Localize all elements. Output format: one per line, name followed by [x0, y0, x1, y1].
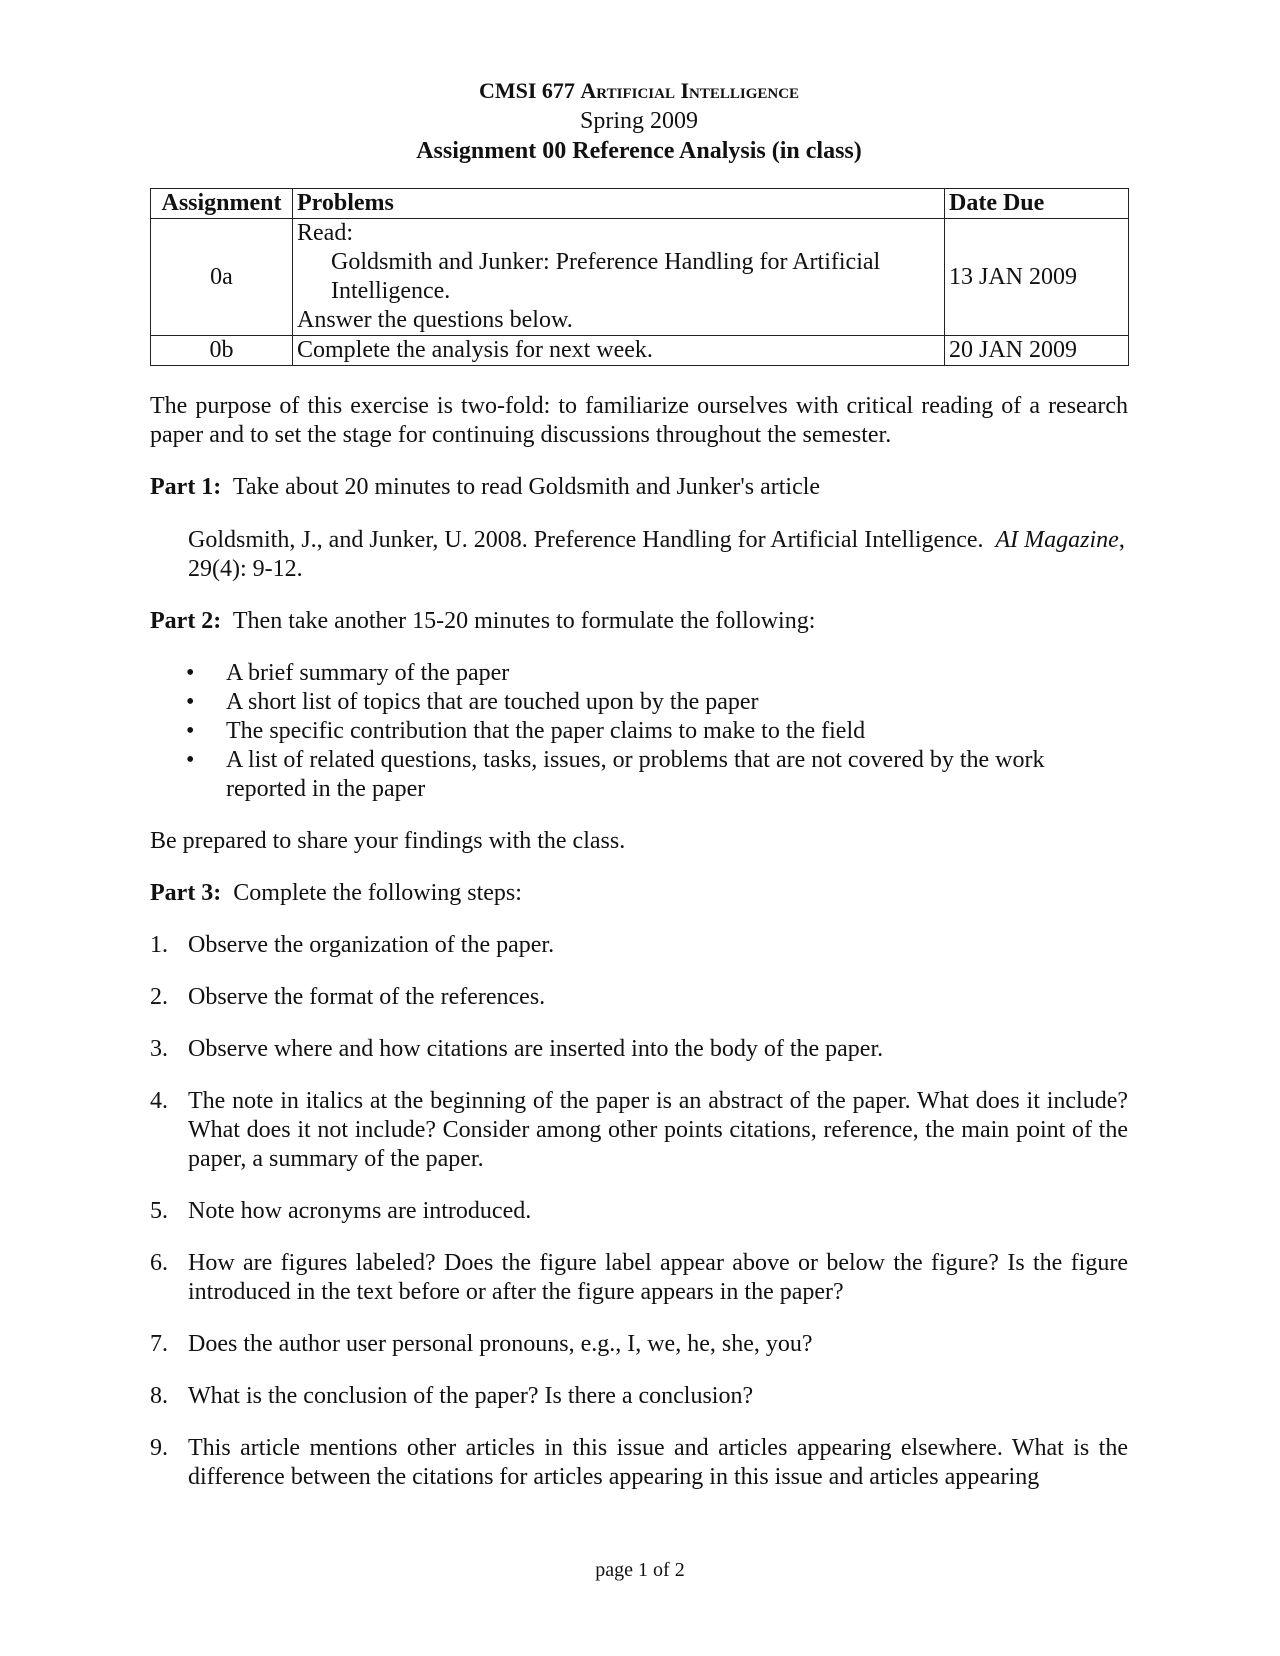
document-header	[150, 76, 1128, 166]
problems-cell: Complete the analysis for next week.	[293, 336, 945, 366]
step-number: 1.	[150, 932, 168, 958]
bullet-icon: •	[186, 660, 195, 686]
assignment-id: 0a	[151, 219, 293, 336]
step-text: The note in italics at the beginning of the paper is an abstract of the paper. What does it include? What does it not include? Consider among other points citations, reference, the main point of the paper, a summary of the paper.	[188, 1088, 1128, 1172]
citation-main: Goldsmith, J., and Junker, U. 2008. Preference Handling for Artificial Intelligence.	[188, 527, 984, 553]
course-title	[150, 76, 1128, 106]
problems-line: Answer the questions below.	[297, 307, 573, 333]
step-text: How are figures labeled? Does the figure label appear above or below the figure? Is the figure introduced in the text before or after the figure appears in the paper?	[188, 1250, 1128, 1305]
table-header-row	[151, 189, 1129, 219]
problems-line: Read:	[297, 220, 353, 246]
date-due: 20 JAN 2009	[945, 336, 1129, 366]
step-number: 2.	[150, 984, 168, 1010]
part2-text: Then take another 15-20 minutes to formulate the following:	[232, 608, 816, 634]
problems-line: Goldsmith and Junker: Preference Handling for Artificial	[331, 249, 881, 275]
citation-tail: , 29(4): 9-12.	[188, 527, 1125, 582]
closing-paragraph: Be prepared to share your findings with the class.	[150, 828, 626, 854]
step-text: Note how acronyms are introduced.	[188, 1198, 532, 1224]
list-item-text: A brief summary of the paper	[226, 660, 510, 686]
part2-paragraph	[150, 607, 1128, 636]
list-item	[150, 659, 1128, 688]
step-item	[150, 1330, 1128, 1359]
step-text: Observe the format of the references.	[188, 984, 546, 1010]
step-number: 4.	[150, 1088, 168, 1114]
part3-text: Complete the following steps:	[233, 880, 522, 906]
header-problems: Problems	[293, 189, 945, 219]
step-item	[150, 1087, 1128, 1174]
summary-bullet-list	[150, 659, 1128, 804]
date-due: 13 JAN 2009	[945, 219, 1129, 336]
list-item-text: A list of related questions, tasks, issues, or problems that are not covered by the work reported in the paper	[226, 747, 1045, 802]
part2-label: Part 2:	[150, 608, 222, 634]
step-number: 8.	[150, 1383, 168, 1409]
bullet-icon: •	[186, 747, 195, 773]
problems-cell	[293, 219, 945, 336]
steps-list	[150, 931, 1128, 1492]
step-item	[150, 1382, 1128, 1411]
part1-text: Take about 20 minutes to read Goldsmith and Junker's article	[232, 474, 821, 500]
step-number: 6.	[150, 1250, 168, 1276]
citation-journal: AI Magazine	[995, 527, 1119, 553]
course-number: CMSI 677	[478, 78, 575, 103]
problems-line: Intelligence.	[331, 278, 451, 304]
list-item-text: The specific contribution that the paper claims to make to the field	[226, 718, 866, 744]
page-footer: page 1 of 2	[595, 1559, 685, 1581]
list-item-text: A short list of topics that are touched upon by the paper	[226, 689, 759, 715]
part1-paragraph	[150, 473, 1128, 502]
step-item	[150, 931, 1128, 960]
step-item	[150, 983, 1128, 1012]
header-date-due: Date Due	[945, 189, 1129, 219]
list-item	[150, 746, 1128, 804]
citation	[150, 526, 1128, 584]
document-page	[150, 76, 1128, 1515]
step-number: 9.	[150, 1435, 168, 1461]
step-number: 5.	[150, 1198, 168, 1224]
step-text: Does the author user personal pronouns, e.g., I, we, he, she, you?	[188, 1331, 813, 1357]
assignment-table	[150, 188, 1129, 366]
part1-label: Part 1:	[150, 474, 222, 500]
step-item	[150, 1434, 1128, 1492]
step-text: What is the conclusion of the paper? Is there a conclusion?	[188, 1383, 754, 1409]
step-item	[150, 1197, 1128, 1226]
table-row	[151, 219, 1129, 336]
list-item	[150, 717, 1128, 746]
table-row	[151, 336, 1129, 366]
header-assignment: Assignment	[151, 189, 293, 219]
step-text: This article mentions other articles in this issue and articles appearing elsewhere. What is the difference between the citations for articles appearing in this issue and articles appearing	[188, 1435, 1128, 1490]
list-item	[150, 688, 1128, 717]
part3-paragraph	[150, 879, 1128, 908]
bullet-icon: •	[186, 689, 195, 715]
step-number: 7.	[150, 1331, 168, 1357]
step-text: Observe the organization of the paper.	[188, 932, 555, 958]
part3-label: Part 3:	[150, 880, 222, 906]
step-text: Observe where and how citations are inserted into the body of the paper.	[188, 1036, 884, 1062]
purpose-paragraph: The purpose of this exercise is two-fold: to familiarize ourselves with critical reading of a research paper and to set the stage for continuing discussions throughout the semester.	[150, 393, 1128, 448]
term: Spring 2009	[579, 108, 698, 134]
step-item	[150, 1035, 1128, 1064]
bullet-icon: •	[186, 718, 195, 744]
step-number: 3.	[150, 1036, 168, 1062]
course-name: Artificial Intelligence	[580, 78, 800, 103]
step-item	[150, 1249, 1128, 1307]
assignment-id: 0b	[151, 336, 293, 366]
assignment-title: Assignment 00 Reference Analysis (in class)	[416, 138, 862, 164]
